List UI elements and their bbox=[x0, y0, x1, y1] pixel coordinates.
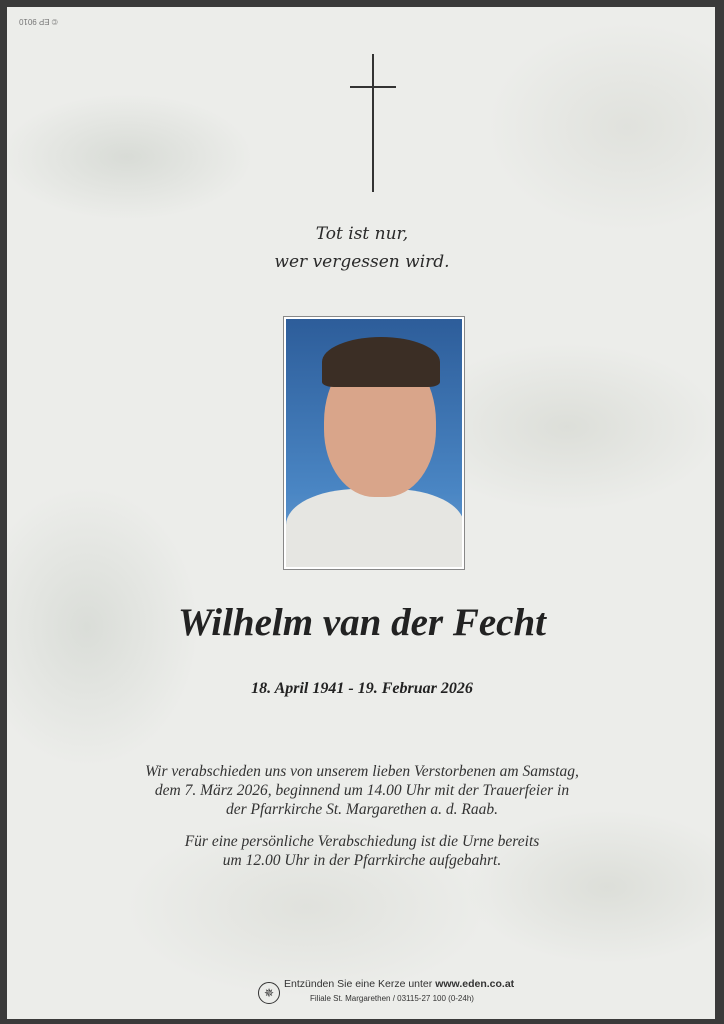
cross-icon bbox=[372, 54, 374, 192]
cross-icon-bar bbox=[350, 86, 396, 88]
quote-line-2: wer vergessen wird. bbox=[274, 252, 450, 272]
text-line: um 12.00 Uhr in der Pfarrkirche aufgebahrt. bbox=[222, 852, 502, 869]
tree-logo-icon: ✵ bbox=[258, 982, 280, 1004]
text-line: dem 7. März 2026, beginnend um 14.00 Uhr mit der Trauerfeier in bbox=[154, 782, 570, 799]
text-line: Wir verabschieden uns von unserem lieben Verstorbenen am Samstag, bbox=[145, 763, 579, 780]
branch-info: Filiale St. Margarethen / 03115-27 100 (0-24h) bbox=[310, 994, 474, 1003]
urn-paragraph bbox=[0, 832, 724, 870]
life-dates: 18. April 1941 - 19. Februar 2026 bbox=[251, 680, 473, 697]
eden-link[interactable]: www.eden.co.at bbox=[435, 978, 515, 990]
ceremony-paragraph bbox=[0, 762, 724, 819]
deceased-name: Wilhelm van der Fecht bbox=[178, 601, 546, 644]
quote-line-1: Tot ist nur, bbox=[315, 224, 409, 244]
portrait-photo bbox=[283, 316, 465, 570]
text-line: der Pfarrkirche St. Margarethen a. d. Raab. bbox=[225, 801, 499, 818]
text-line: Für eine persönliche Verabschiedung ist die Urne bereits bbox=[184, 833, 540, 850]
print-code: © EP 9010 bbox=[19, 17, 58, 26]
candle-text: Entzünden Sie eine Kerze unter bbox=[284, 978, 433, 990]
